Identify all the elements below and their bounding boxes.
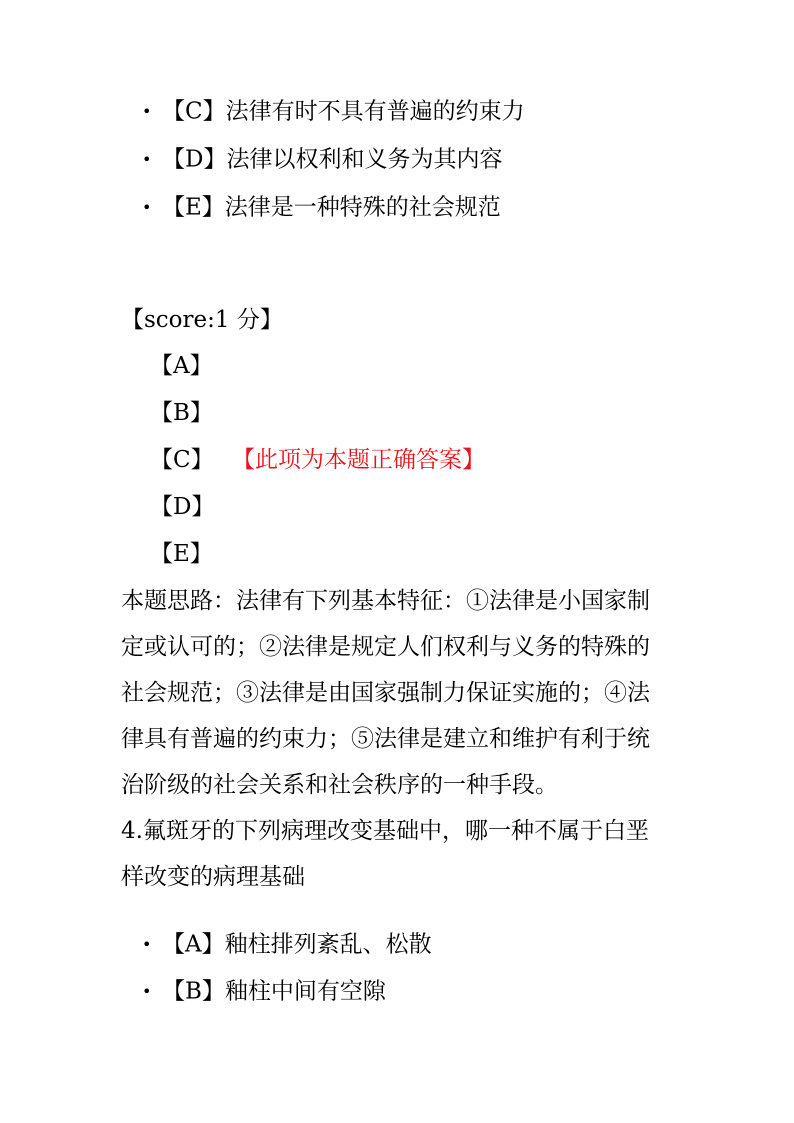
option-key: 【D】 <box>162 146 227 173</box>
option-text: 法律有时不具有普遍的约束力 <box>225 98 525 125</box>
bullet: • <box>142 198 152 217</box>
bullet: • <box>142 150 152 169</box>
question-line: 样改变的病理基础 <box>121 864 305 890</box>
explanation-line: 社会规范；③法律是由国家强制力保证实施的；④法 <box>121 680 650 706</box>
list-item <box>142 980 386 1004</box>
list-item <box>142 100 525 124</box>
option-text: 釉柱中间有空隙 <box>224 978 386 1005</box>
score-label: 【score:1 分】 <box>121 307 283 333</box>
option-text: 法律以权利和义务为其内容 <box>226 146 503 173</box>
answer-key-a: 【A】 <box>150 353 213 379</box>
answer-key-d: 【D】 <box>150 494 215 520</box>
option-key: 【A】 <box>162 931 225 958</box>
answer-key-e: 【E】 <box>150 541 213 567</box>
bullet: • <box>142 982 152 1001</box>
explanation-line: 律具有普遍的约束力；⑤法律是建立和维护有利于统 <box>121 726 650 752</box>
bullet: • <box>142 102 152 121</box>
option-text: 法律是一种特殊的社会规范 <box>224 194 501 221</box>
explanation-line: 本题思路：法律有下列基本特征：①法律是小国家制 <box>121 588 650 614</box>
option-key: 【E】 <box>162 194 225 221</box>
option-key: 【B】 <box>162 978 225 1005</box>
list-item <box>142 196 501 220</box>
question-line: 4.氟斑牙的下列病理改变基础中，哪一种不属于白垩 <box>121 818 649 844</box>
explanation-line: 定或认可的；②法律是规定人们权利与义务的特殊的 <box>121 634 650 660</box>
correct-answer-marker: 【此项为本题正确答案】 <box>232 447 485 473</box>
option-text: 釉柱排列紊乱、松散 <box>224 931 432 958</box>
list-item <box>142 148 502 172</box>
bullet: • <box>142 935 152 954</box>
option-key: 【C】 <box>162 98 226 125</box>
answer-key-c: 【C】 <box>150 447 214 473</box>
explanation-line: 治阶级的社会关系和社会秩序的一种手段。 <box>121 772 558 798</box>
list-item <box>142 933 432 957</box>
answer-key-b: 【B】 <box>150 400 213 426</box>
